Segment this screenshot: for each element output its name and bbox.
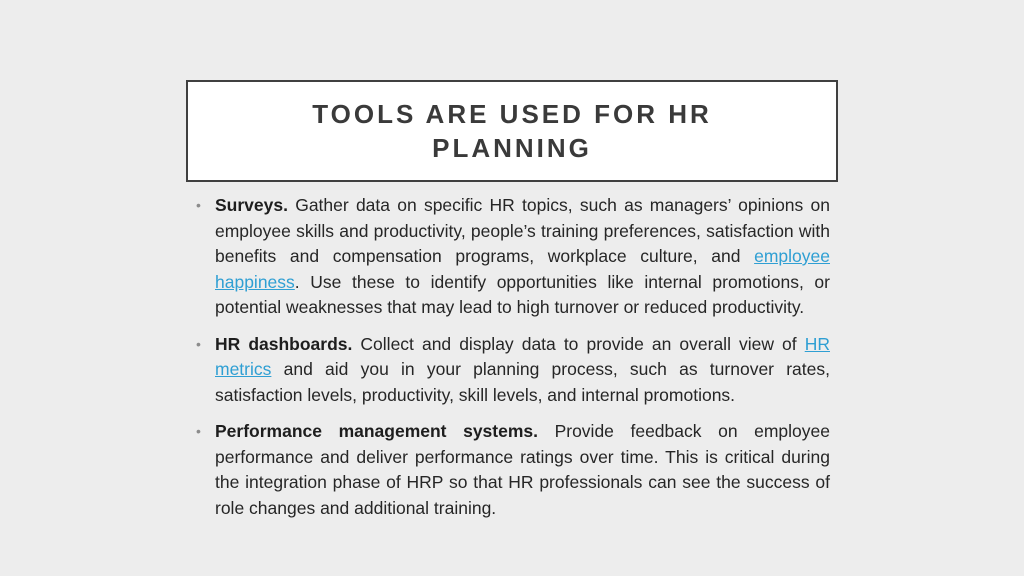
slide-title: TOOLS ARE USED FOR HR PLANNING [312,99,712,163]
title-box [186,80,838,182]
bullet-icon: • [196,197,201,213]
employee-happiness-link[interactable]: employee happiness [215,246,830,292]
bullet-icon: • [196,423,201,439]
bullet-item-performance-management [194,419,830,521]
hr-metrics-link[interactable]: HR metrics [215,333,830,379]
bullet-term: Surveys. [215,195,288,215]
bullet-list [194,193,830,532]
bullet-term: Performance management systems. [215,421,538,441]
bullet-term: HR dashboards. [215,333,353,354]
bullet-text: and aid you in your planning process, such as turnover rates, satisfaction levels, productivity, skill levels, and internal promotions. [215,359,830,405]
bullet-text: . Use these to identify opportunities like internal promotions, or potential weaknesses that may lead to high turnover or reduced productivity. [215,271,830,317]
bullet-text: Provide feedback on employee performance and deliver performance ratings over time. This is critical during the integration phase of HRP so that HR professionals can see the success of role changes and additional training. [215,421,830,518]
bullet-item-surveys [194,193,830,321]
bullet-text: Collect and display data to provide an overall view of [352,333,805,354]
bullet-item-hr-dashboards [194,332,830,409]
bullet-text: Gather data on specific HR topics, such as managers’ opinions on employee skills and productivity, people’s training preferences, satisfaction with benefits and compensation programs, workplace culture, and [215,195,830,266]
bullet-icon: • [196,335,201,352]
